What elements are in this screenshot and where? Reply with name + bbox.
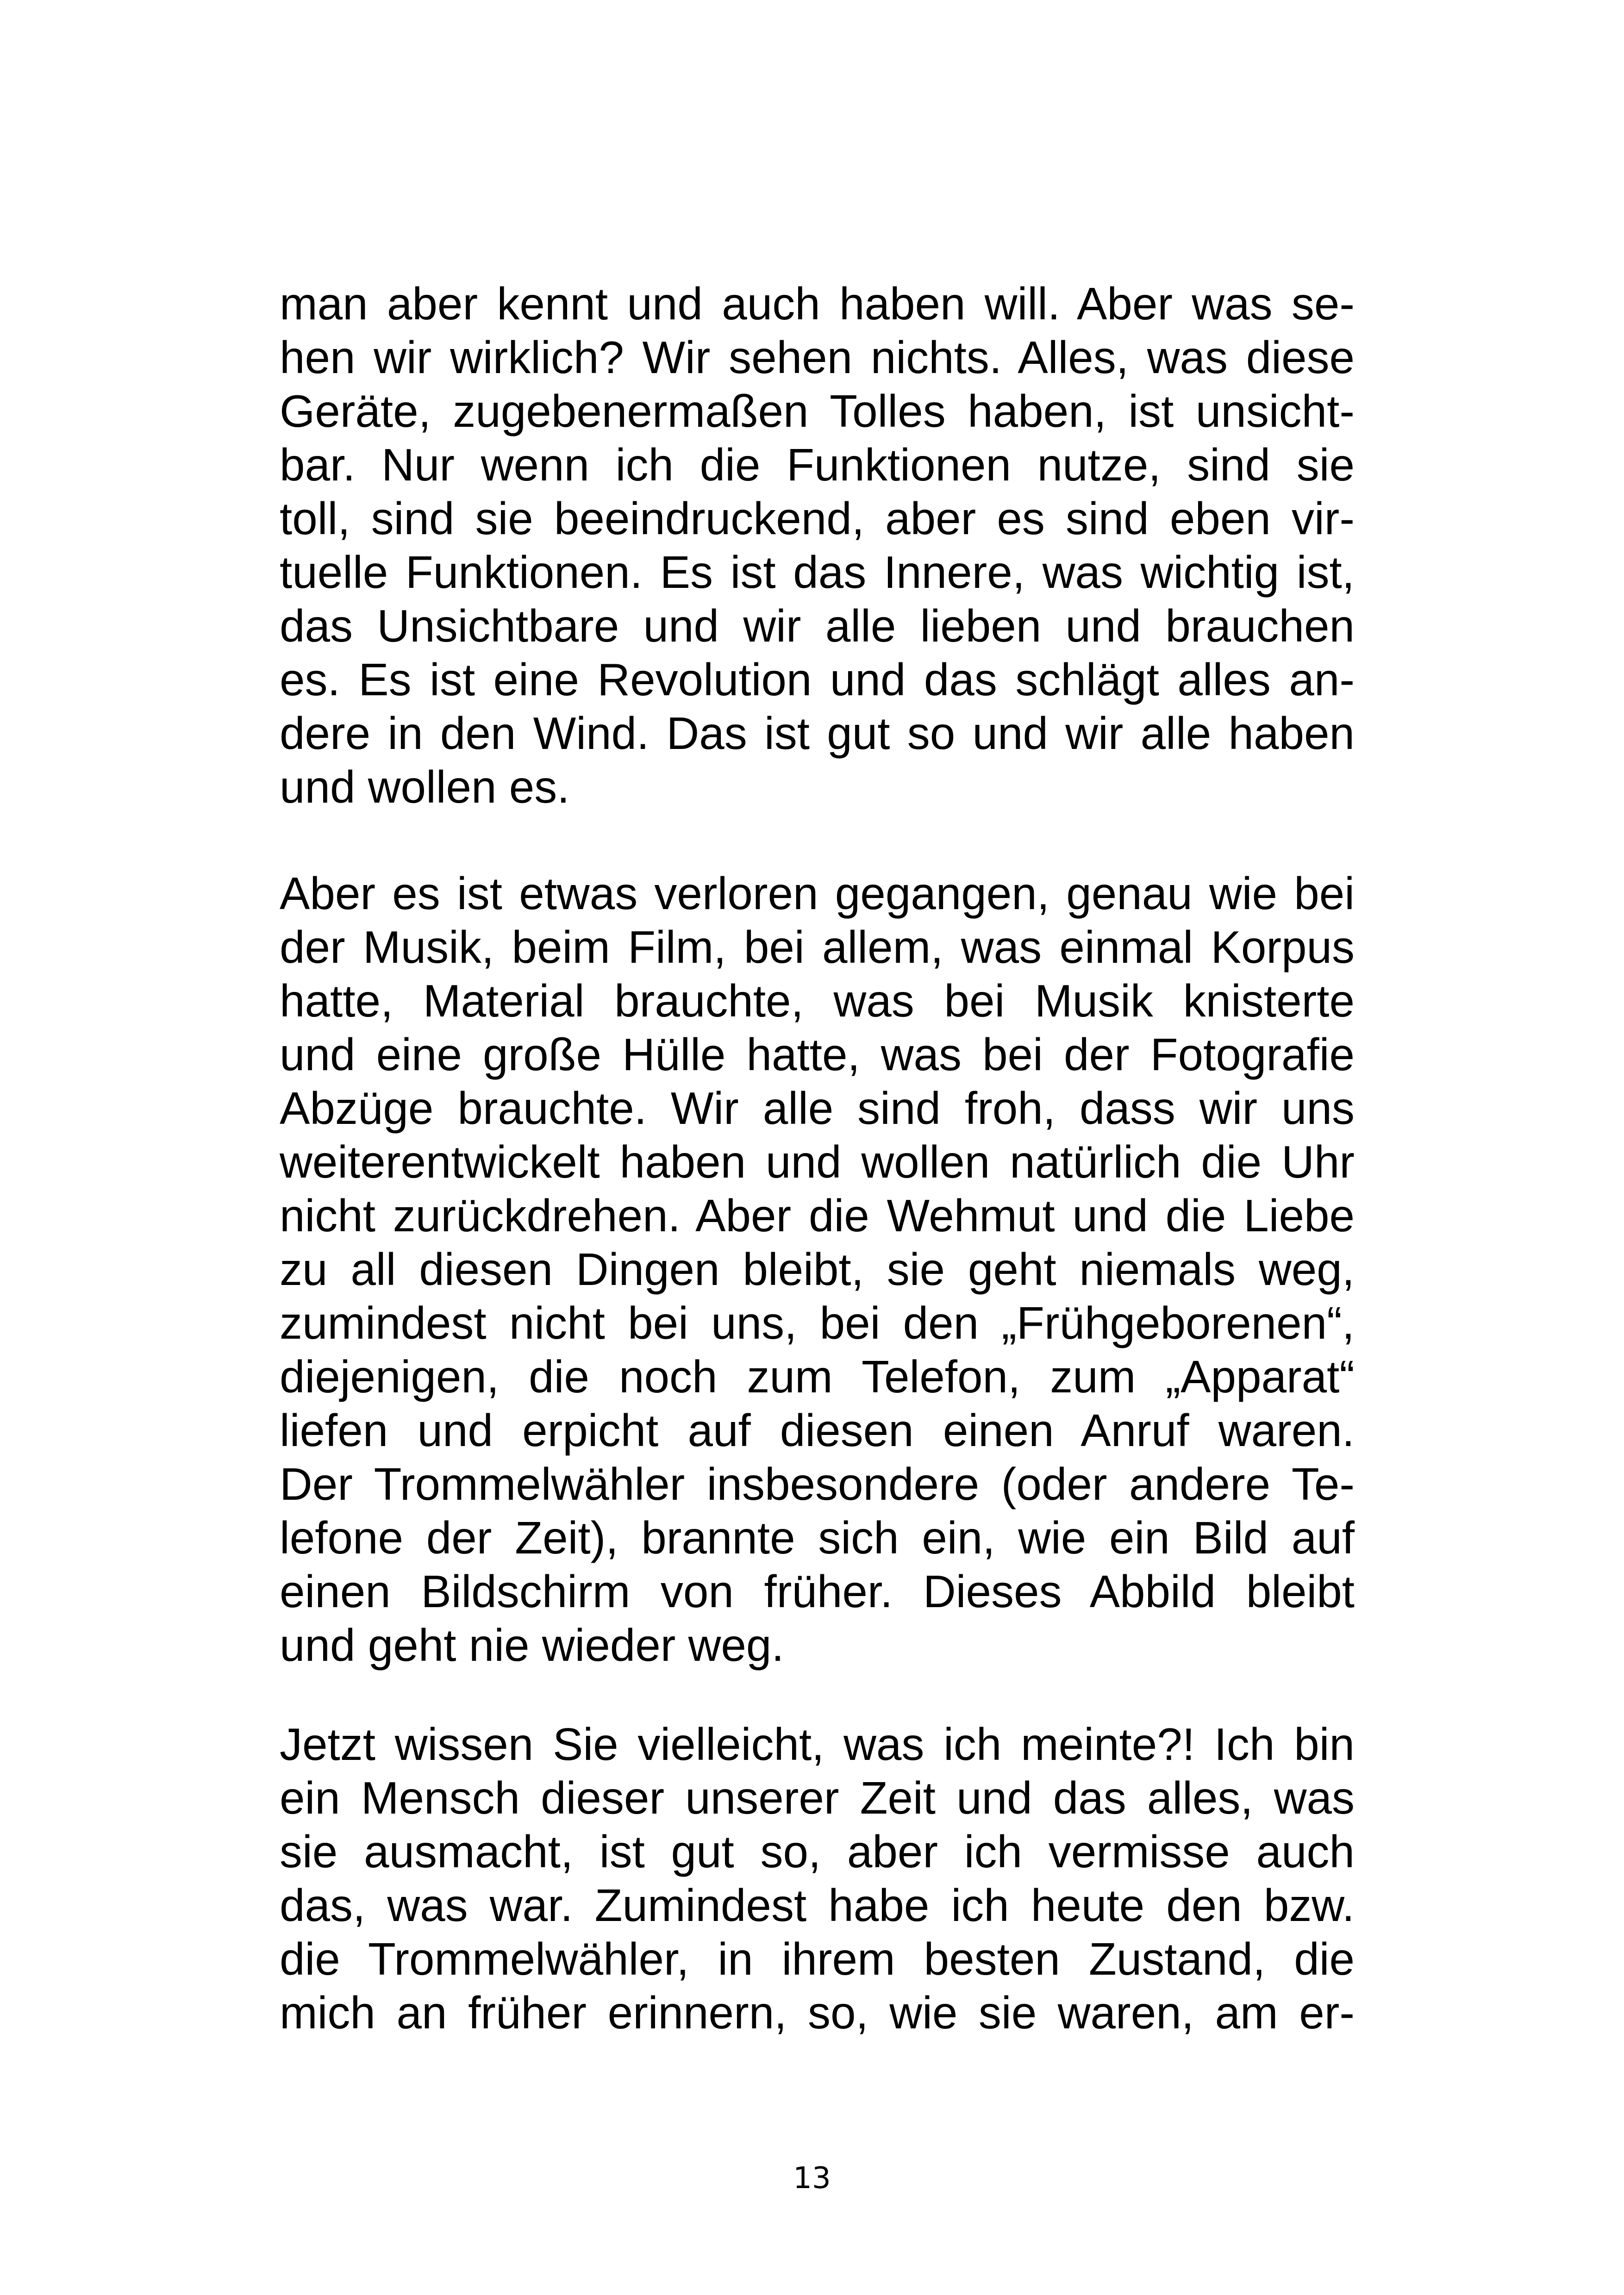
text-line: toll, sind sie beeindruckend, aber es sind eben vir- <box>280 493 1355 544</box>
text-line: diejenigen, die noch zum Telefon, zum „Apparat“ <box>280 1351 1355 1402</box>
paragraph-2 <box>280 867 1355 1672</box>
text-line: sie ausmacht, ist gut so, aber ich vermisse auch <box>280 1826 1355 1877</box>
text-line: Aber es ist etwas verloren gegangen, genau wie bei <box>280 868 1355 919</box>
paragraph-3 <box>280 1717 1355 2039</box>
text-line: man aber kennt und auch haben will. Aber was se- <box>280 278 1355 329</box>
text-line: liefen und erpicht auf diesen einen Anruf waren. <box>280 1405 1355 1456</box>
text-line: und wollen es. <box>280 761 570 812</box>
text-line: der Musik, beim Film, bei allem, was einmal Korpus <box>280 922 1355 973</box>
text-line: zumindest nicht bei uns, bei den „Frühgeborenen“, <box>280 1297 1355 1348</box>
paragraph-1 <box>280 277 1355 814</box>
text-line: die Trommelwähler, in ihrem besten Zustand, die <box>280 1933 1355 1984</box>
text-line: und geht nie wieder weg. <box>280 1620 784 1671</box>
text-line: einen Bildschirm von früher. Dieses Abbild bleibt <box>280 1566 1355 1617</box>
text-line: dere in den Wind. Das ist gut so und wir alle haben <box>280 708 1355 759</box>
text-line: ein Mensch dieser unserer Zeit und das alles, was <box>280 1772 1355 1823</box>
text-line: zu all diesen Dingen bleibt, sie geht niemals weg, <box>280 1244 1355 1295</box>
text-line: Geräte, zugebenermaßen Tolles haben, ist unsicht- <box>280 386 1355 437</box>
text-line: hatte, Material brauchte, was bei Musik knisterte <box>280 975 1355 1026</box>
text-line: tuelle Funktionen. Es ist das Innere, was wichtig ist, <box>280 547 1355 598</box>
text-line: weiterentwickelt haben und wollen natürlich die Uhr <box>280 1136 1355 1187</box>
text-line: das, was war. Zumindest habe ich heute den bzw. <box>280 1880 1355 1931</box>
text-line: und eine große Hülle hatte, was bei der Fotografie <box>280 1029 1355 1080</box>
text-line: bar. Nur wenn ich die Funktionen nutze, sind sie <box>280 439 1355 490</box>
text-line: Jetzt wissen Sie vielleicht, was ich meinte?! Ich bin <box>280 1719 1355 1770</box>
text-line: lefone der Zeit), brannte sich ein, wie ein Bild auf <box>280 1512 1355 1563</box>
text-line: Abzüge brauchte. Wir alle sind froh, dass wir uns <box>280 1083 1355 1134</box>
text-line: nicht zurückdrehen. Aber die Wehmut und die Liebe <box>280 1190 1355 1241</box>
page-number: 13 <box>793 2161 831 2195</box>
text-line: mich an früher erinnern, so, wie sie waren, am er- <box>280 1987 1355 2038</box>
text-line: es. Es ist eine Revolution und das schlägt alles an- <box>280 654 1355 705</box>
text-line: das Unsichtbare und wir alle lieben und brauchen <box>280 600 1355 651</box>
text-line: hen wir wirklich? Wir sehen nichts. Alles, was diese <box>280 332 1355 383</box>
text-line: Der Trommelwähler insbesondere (oder andere Te- <box>280 1459 1355 1509</box>
